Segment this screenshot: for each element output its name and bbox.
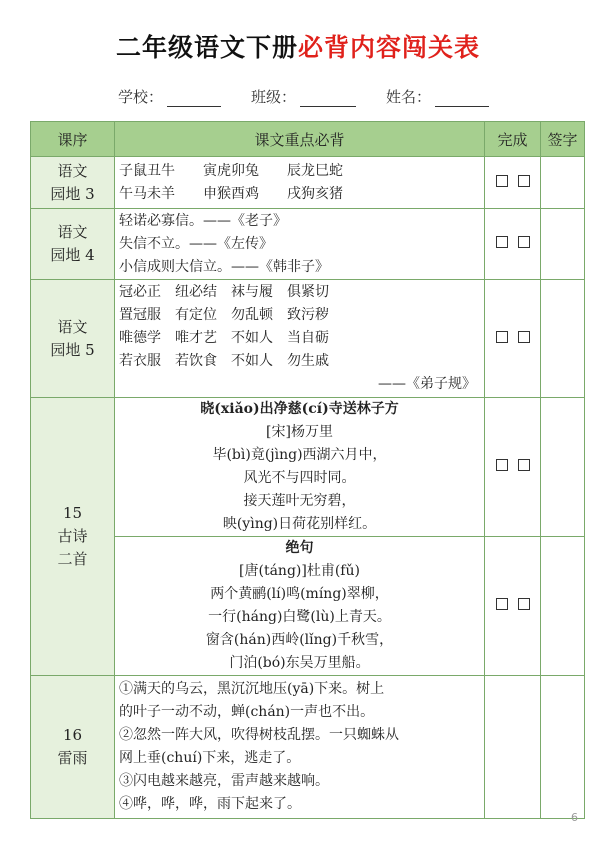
table-row	[31, 157, 585, 209]
school-blank[interactable]	[167, 92, 221, 107]
class-blank[interactable]	[300, 92, 356, 107]
header-content: 课文重点必背	[115, 122, 485, 157]
text-line: ④哗，哗，哗，雨下起来了。	[119, 796, 301, 812]
header-done: 完成	[485, 122, 541, 157]
text-line: 小信成则大信立。——《韩非子》	[119, 258, 329, 275]
school-label: 学校：	[118, 88, 164, 106]
content-cell	[115, 157, 485, 209]
poem-author: [唐(táng)]杜甫(fǔ)	[239, 563, 360, 579]
lesson-line: 语文	[57, 317, 88, 336]
poem-line: 毕(bì)竟(jìng)西湖六月中，	[212, 447, 387, 463]
text-line: 网上垂(chuí)下来，逃走了。	[119, 750, 301, 766]
sign-cell[interactable]	[541, 398, 585, 537]
lesson-cell	[31, 157, 115, 209]
poem-cell	[115, 398, 485, 537]
poem-author: [宋]杨万里	[266, 424, 333, 440]
lesson-line: 语文	[57, 223, 88, 241]
name-label: 姓名：	[386, 88, 432, 106]
text-line: 午马未羊 申猴酉鸡 戌狗亥猪	[119, 185, 343, 202]
done-cell	[485, 157, 541, 209]
poem-line: 窗含(hán)西岭(lǐng)千秋雪，	[205, 632, 394, 648]
checkbox[interactable]	[518, 236, 530, 248]
lesson-cell	[31, 398, 115, 676]
source-line: ——《弟子规》	[378, 376, 476, 392]
lesson-line: 语文	[57, 161, 88, 180]
lesson-line: 15	[62, 504, 83, 522]
text-line: 若衣服 若饮食 不如人 勿生戚	[119, 353, 329, 369]
poem-title: 绝句	[285, 540, 314, 556]
text-line: ②忽然一阵大风，吹得树枝乱摆。一只蜘蛛从	[119, 727, 399, 743]
done-cell	[485, 280, 541, 398]
poem-title: 晓(xiǎo)出净慈(cí)寺送林子方	[200, 401, 399, 417]
poem-line: 门泊(bó)东吴万里船。	[229, 655, 370, 671]
sign-cell[interactable]	[541, 280, 585, 398]
text-line: ①满天的乌云，黑沉沉地压(yā)下来。树上	[119, 681, 385, 697]
lesson-line: 园地 4	[50, 246, 95, 264]
lesson-line: 雷雨	[57, 749, 88, 767]
text-line: 轻诺必寡信。——《老子》	[119, 212, 287, 229]
text-line: 置冠服 有定位 勿乱顿 致污秽	[119, 307, 329, 323]
lesson-line: 园地 3	[50, 184, 95, 203]
table-row	[31, 280, 585, 398]
table-row	[31, 537, 585, 676]
text-line: 子鼠丑牛 寅虎卯兔 辰龙巳蛇	[119, 162, 343, 179]
header-row	[31, 122, 585, 157]
sign-cell[interactable]	[541, 676, 585, 819]
checkbox[interactable]	[496, 236, 508, 248]
done-cell	[485, 537, 541, 676]
class-field[interactable]	[251, 86, 386, 107]
title-red: 必背内容闯关表	[298, 33, 481, 62]
table-row	[31, 209, 585, 280]
lesson-line: 古诗	[57, 527, 88, 545]
sign-cell[interactable]	[541, 537, 585, 676]
student-info	[118, 86, 558, 107]
class-label: 班级：	[251, 88, 297, 106]
title-black: 二年级语文下册	[115, 33, 298, 62]
poem-line: 接天莲叶无穷碧，	[243, 493, 356, 509]
school-field[interactable]	[118, 86, 251, 107]
done-cell	[485, 209, 541, 280]
lesson-line: 园地 5	[50, 340, 95, 359]
poem-line: 两个黄鹂(lí)鸣(míng)翠柳，	[210, 586, 389, 602]
name-field[interactable]	[386, 86, 489, 107]
checkbox[interactable]	[496, 331, 508, 343]
table-row	[31, 398, 585, 537]
lesson-line: 二首	[57, 550, 88, 568]
content-cell	[115, 280, 485, 398]
poem-line: 一行(háng)白鹭(lù)上青天。	[208, 609, 391, 625]
page-title	[0, 28, 596, 64]
checkbox[interactable]	[496, 175, 508, 187]
done-cell	[485, 398, 541, 537]
content-cell	[115, 676, 485, 819]
name-blank[interactable]	[435, 92, 489, 107]
text-line: ③闪电越来越亮，雷声越来越响。	[119, 773, 329, 789]
poem-cell	[115, 537, 485, 676]
page-number: 6	[571, 811, 578, 824]
checkbox[interactable]	[518, 459, 530, 471]
checkbox[interactable]	[518, 598, 530, 610]
checkbox[interactable]	[496, 459, 508, 471]
checkbox[interactable]	[518, 175, 530, 187]
poem-line: 风光不与四时同。	[243, 470, 356, 486]
header-sign: 签字	[541, 122, 585, 157]
text-line: 失信不立。——《左传》	[119, 235, 273, 252]
text-line: 冠必正 纽必结 袜与履 俱紧切	[119, 284, 329, 300]
recitation-table	[30, 121, 585, 819]
lesson-cell	[31, 676, 115, 819]
lesson-cell	[31, 209, 115, 280]
text-line: 的叶子一动不动，蝉(chán)一声也不出。	[119, 704, 375, 720]
lesson-line: 16	[62, 726, 83, 744]
sign-cell[interactable]	[541, 209, 585, 280]
done-cell	[485, 676, 541, 819]
text-line: 唯德学 唯才艺 不如人 当自砺	[119, 330, 329, 346]
lesson-cell	[31, 280, 115, 398]
poem-line: 映(yìng)日荷花别样红。	[222, 516, 377, 532]
sign-cell[interactable]	[541, 157, 585, 209]
checkbox[interactable]	[496, 598, 508, 610]
table-row	[31, 676, 585, 819]
content-cell	[115, 209, 485, 280]
header-lesson: 课序	[31, 122, 115, 157]
checkbox[interactable]	[518, 331, 530, 343]
